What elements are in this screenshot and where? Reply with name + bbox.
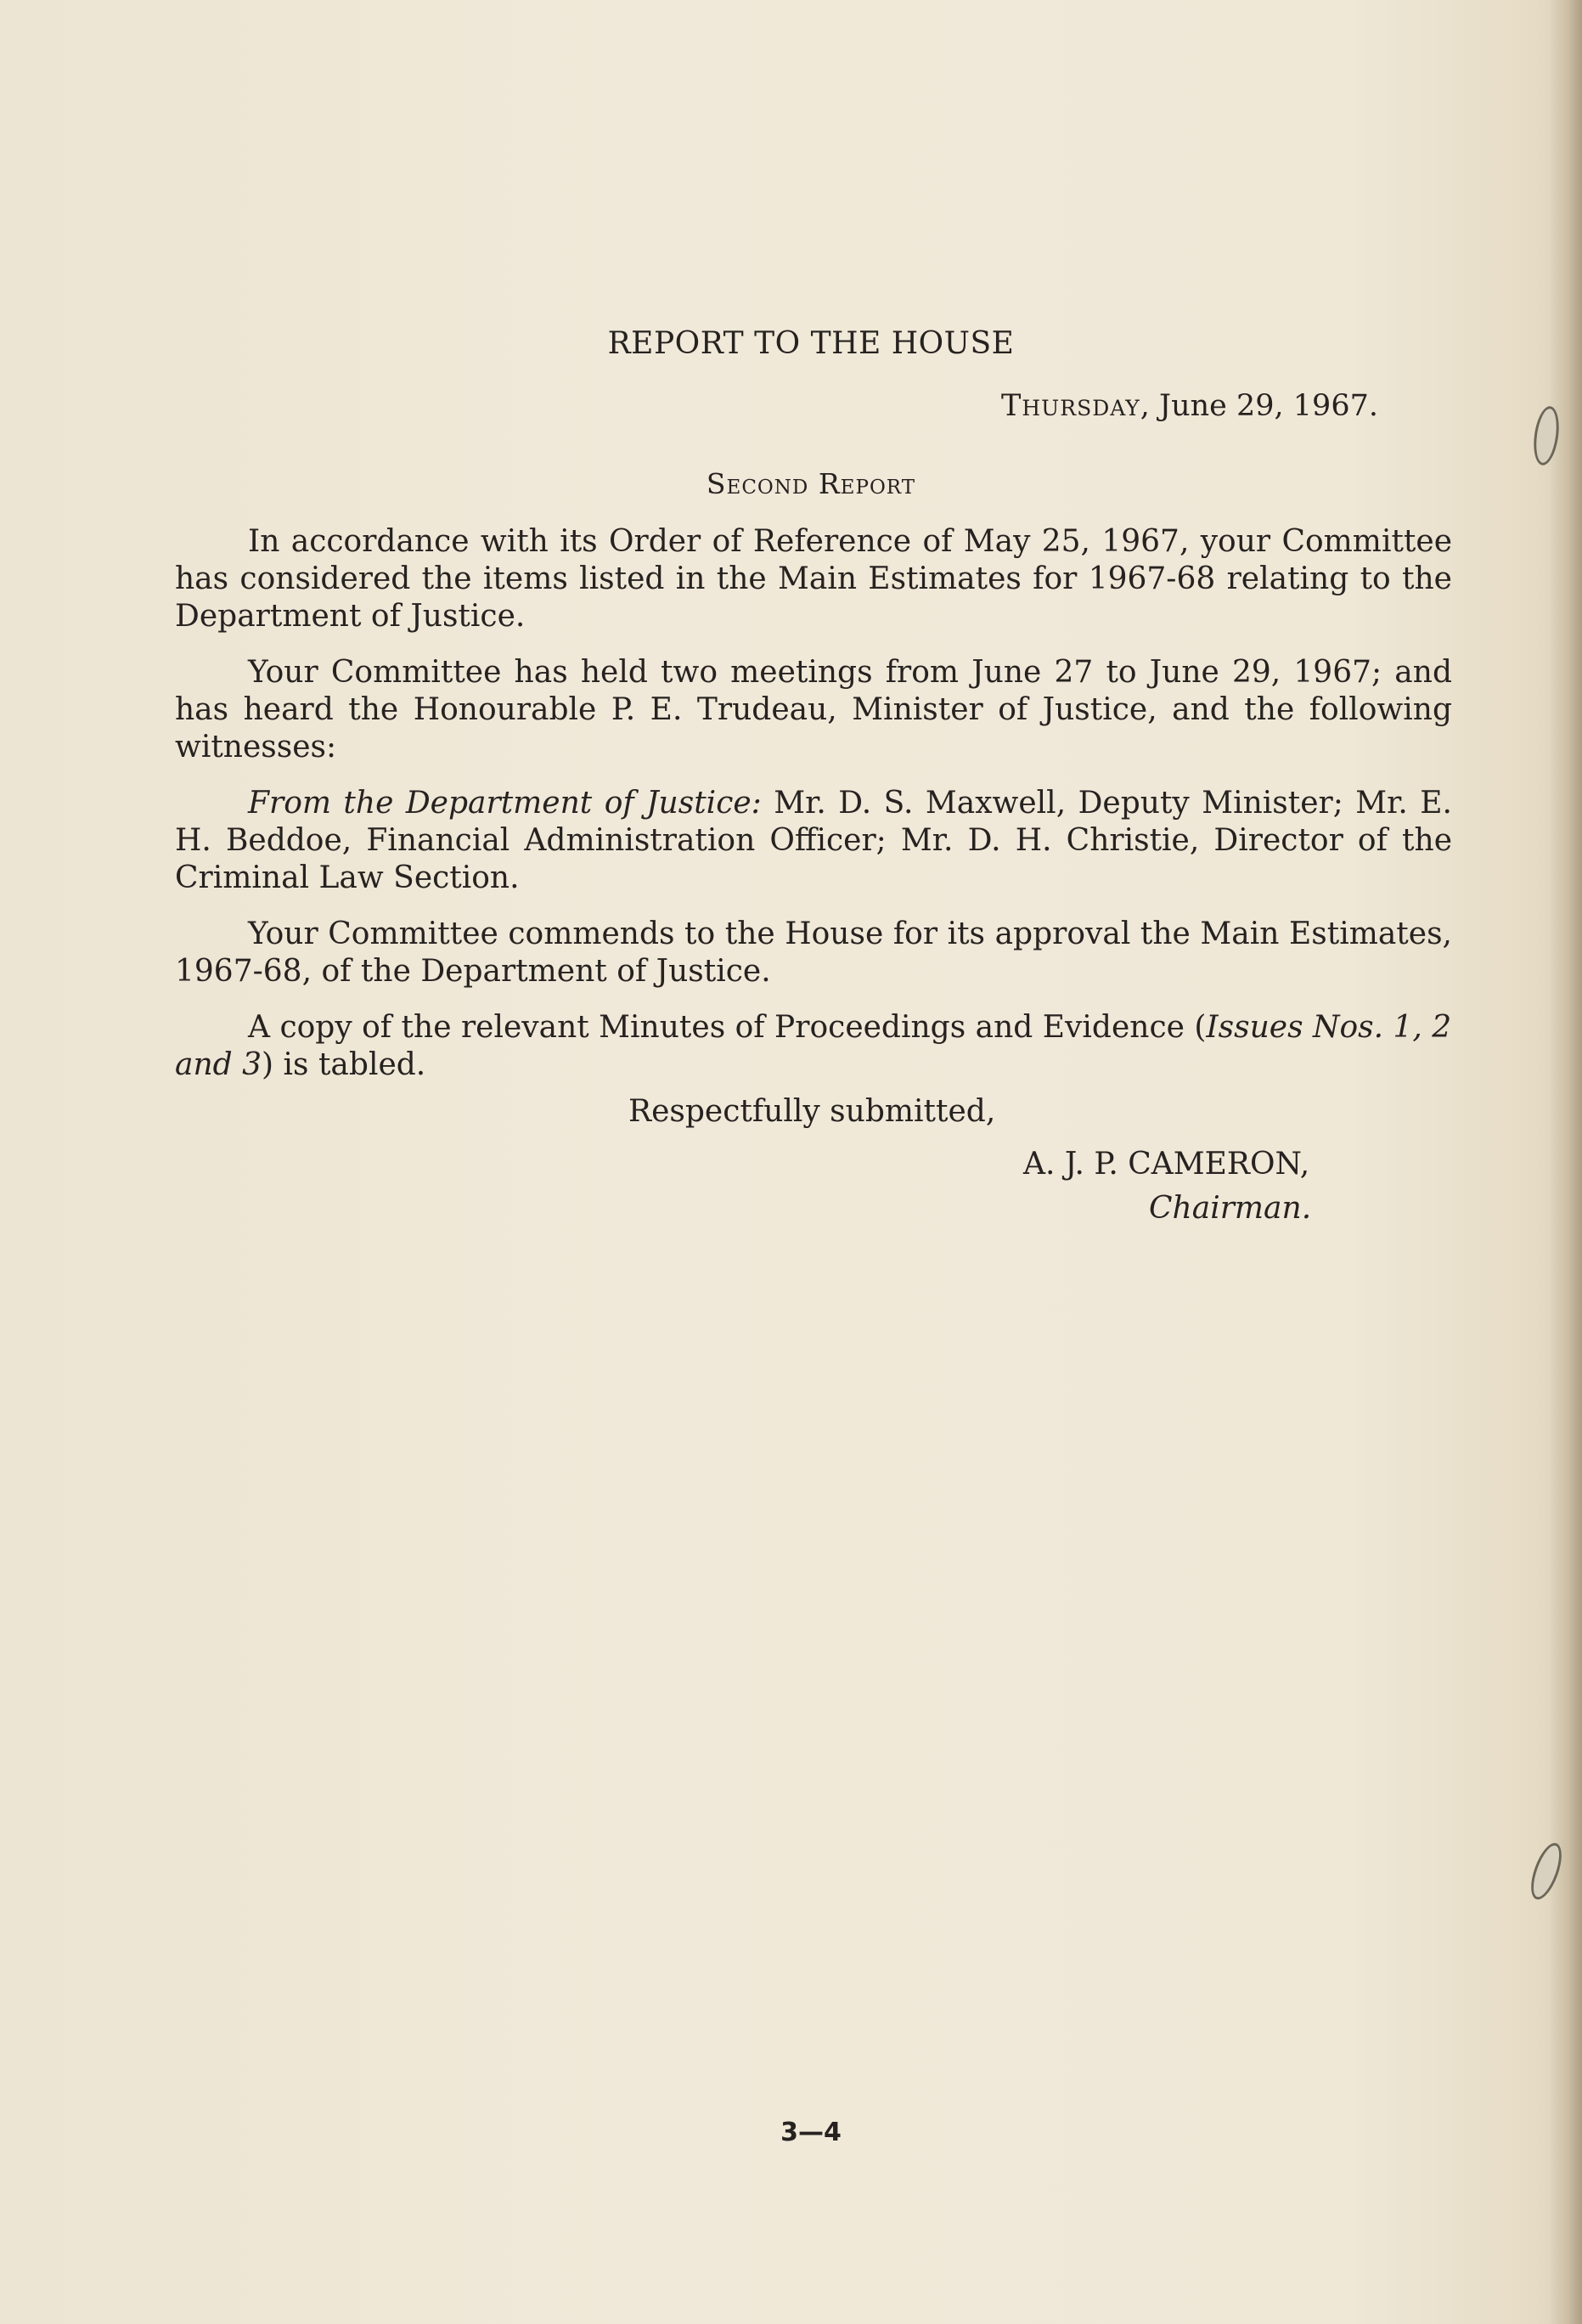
paragraph-minutes-tabled: [175, 1009, 1452, 1084]
paragraph-recommendation: Your Committee commends to the House for its approval the Main Estimates, 1967-68, of the Department of Justice.: [175, 917, 1452, 989]
witnesses-list: Mr. D. S. Maxwell, Deputy Minister; Mr. E. H. Beddoe, Financial Administration Officer; Mr. D. H. Christie, Director of the Criminal Law Section.: [175, 786, 1453, 895]
paragraph-meetings: Your Committee has held two meetings from June 27 to June 29, 1967; and has heard the Honourable P. E. Trudeau, Minister of Justice, and the following witnesses:: [175, 655, 1452, 764]
report-subtitle: Second Report: [706, 467, 916, 500]
signatory-name: A. J. P. CAMERON,: [1023, 1147, 1310, 1182]
page-number: 3—4: [780, 2118, 842, 2147]
signatory-title: Chairman.: [1149, 1191, 1312, 1226]
report-body: [175, 523, 1452, 1103]
minutes-text-before: A copy of the relevant Minutes of Proceedings and Evidence (: [248, 1010, 1207, 1045]
paragraph-witnesses: [175, 785, 1452, 897]
minutes-text-after: ) is tabled.: [262, 1047, 426, 1082]
report-title: REPORT TO THE HOUSE: [607, 326, 1015, 361]
paragraph-order-of-reference: In accordance with its Order of Reference of May 25, 1967, your Committee has considered the items listed in the Main Estimates for 1967-68 relating to the Department of Justice.: [175, 524, 1452, 634]
signoff: Respectfully submitted,: [628, 1094, 996, 1129]
issues-reference: Issues Nos. 1, 2 and 3: [175, 1010, 1452, 1082]
date-rest: , June 29, 1967.: [1140, 389, 1378, 423]
date-weekday: Thursday: [1001, 389, 1140, 423]
witnesses-department-label: From the Department of Justice:: [248, 786, 762, 821]
report-date: [1001, 389, 1378, 423]
